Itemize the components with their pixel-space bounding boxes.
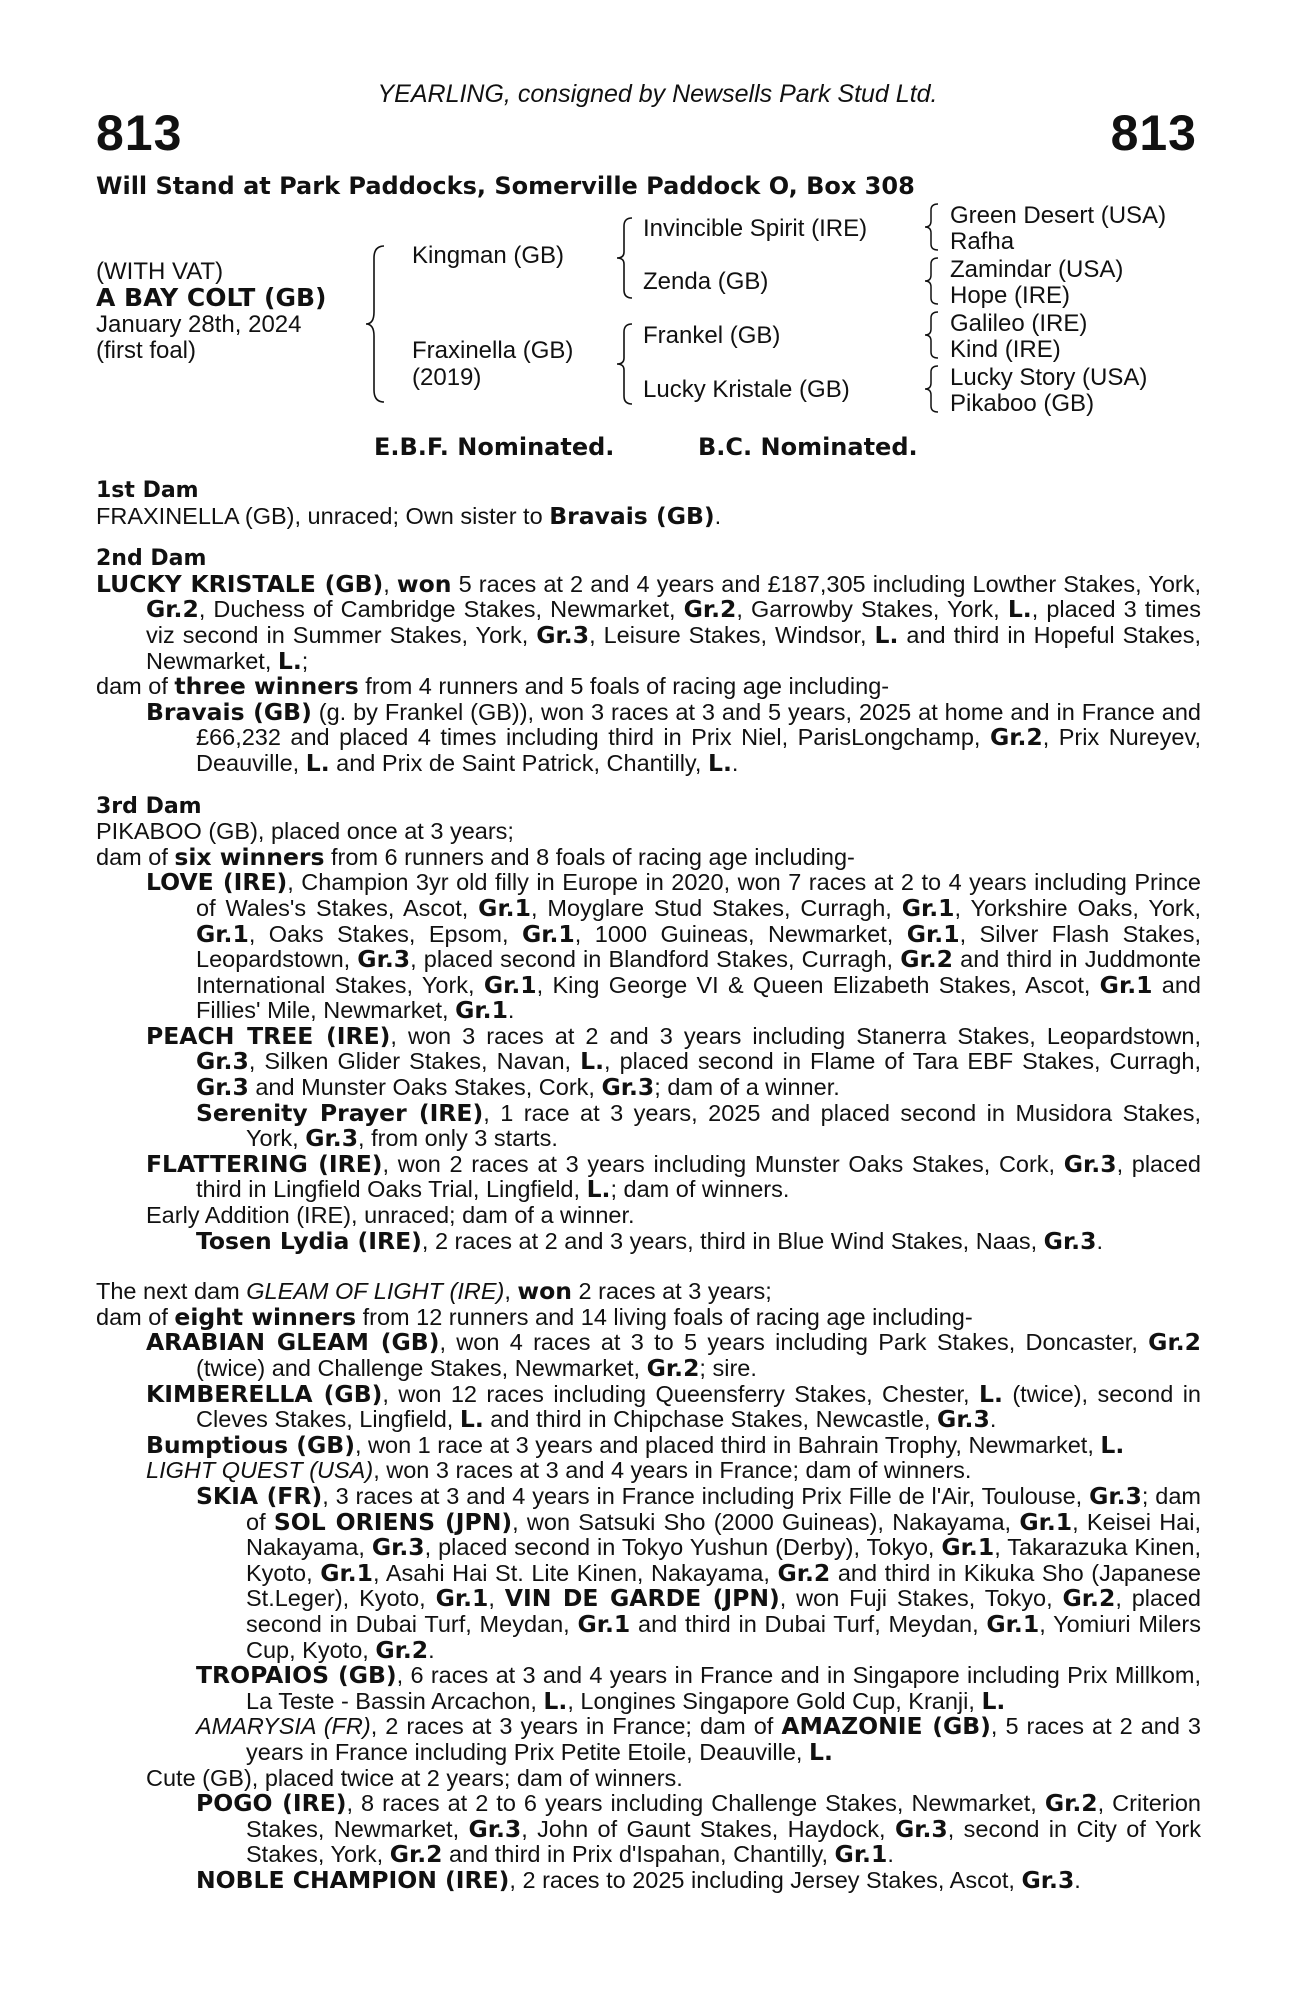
produce-kimberella: KIMBERELLA (GB), won 12 races including Queensferry Stakes, Chester, L. (twice), second in Cleves Stakes, Lingfield, L. and third in Chipchase Stakes, Newcastle, Gr.3. bbox=[146, 1379, 1201, 1434]
foal-note: (first foal) bbox=[96, 337, 197, 364]
pedigree-brace-sire bbox=[614, 216, 636, 300]
sire-sire: Invincible Spirit (IRE) bbox=[643, 215, 868, 242]
produce-love: LOVE (IRE), Champion 3yr old filly in Europe in 2020, won 7 races at 2 to 4 years including Prince of Wales's Stakes, Ascot, Gr.1, Moyglare Stud Stakes, Curragh, Gr.1, Yorkshire Oaks, York, Gr.1, Oaks Stakes, Epsom, Gr.1, 1000 Guineas, Newmarket, Gr.1, Silver Flash Stakes, Leopardstown, Gr.3, placed second in Blandford Stakes, Curragh, Gr.2 and third in Juddmonte International Stakes, York, Gr.1, King George VI & Queen Elizabeth Stakes, Ascot, Gr.1 and Fillies' Mile, Newmarket, Gr.1. bbox=[146, 868, 1202, 1025]
section-gap bbox=[96, 1254, 1201, 1279]
produce-skia: SKIA (FR), 3 races at 3 and 4 years in France including Prix Fille de l'Air, Toulouse, Gr.3; dam of SOL ORIENS (JPN), won Satsuki Sho (2000 Guineas), Nakayama, Gr.1, Keisei Hai, Nakayama, Gr.3, placed second in Tokyo Yushun (Derby), Tokyo, Gr.1, Takarazuka Kinen, Kyoto, Gr.1, Asahi Hai St. Lite Kinen, Nakayama, Gr.2 and third in Kikuka Sho (Japanese St.Leger), Kyoto, Gr.1, VIN DE GARDE (JPN), won Fuji Stakes, Tokyo, Gr.2, placed second in Dubai Turf, Meydan, Gr.1 and third in Dubai Turf, Meydan, Gr.1, Yomiuri Milers Cup, Kyoto, Gr.2. bbox=[196, 1481, 1202, 1664]
third-dam-produce-summary: dam of six winners from 6 runners and 8 foals of racing age including- bbox=[96, 842, 855, 871]
produce-record bbox=[96, 478, 1201, 1893]
third-dam-paragraph: PIKABOO (GB), placed once at 3 years; bbox=[96, 818, 514, 845]
produce-noble-champion: NOBLE CHAMPION (IRE), 2 races to 2025 including Jersey Stakes, Ascot, Gr.3. bbox=[196, 1865, 1081, 1894]
dam-year: (2019) bbox=[412, 364, 482, 391]
produce-light-quest: LIGHT QUEST (USA), won 3 races at 3 and 4 years in France; dam of winners. bbox=[146, 1457, 972, 1484]
dam-sire: Frankel (GB) bbox=[643, 322, 781, 349]
third-dam-heading: 3rd Dam bbox=[96, 793, 202, 819]
brace-g3 bbox=[922, 310, 942, 360]
produce-amarysia: AMARYSIA (FR), 2 races at 3 years in France; dam of AMAZONIE (GB), 5 races at 2 and 3 years in France including Prix Petite Etoile, Deauville, L. bbox=[196, 1712, 1201, 1766]
consignor-line: YEARLING, consigned by Newsells Park Stud Ltd. bbox=[377, 80, 938, 108]
bc-nominated: B.C. Nominated. bbox=[698, 433, 918, 461]
brace-g2 bbox=[922, 256, 942, 306]
next-dam-produce-summary: dam of eight winners from 12 runners and 14 living foals of racing age including- bbox=[96, 1302, 973, 1331]
first-dam-paragraph: FRAXINELLA (GB), unraced; Own sister to Bravais (GB). bbox=[96, 501, 722, 530]
granddam-line-1: Green Desert (USA) bbox=[950, 202, 1167, 229]
granddam-line-7: Lucky Story (USA) bbox=[950, 364, 1148, 391]
dam-dam: Lucky Kristale (GB) bbox=[643, 376, 850, 403]
first-dam-heading: 1st Dam bbox=[96, 478, 199, 503]
brace-g4 bbox=[922, 364, 942, 414]
sire-dam: Zenda (GB) bbox=[643, 268, 769, 295]
pedigree-brace-main bbox=[364, 244, 388, 404]
produce-cute: Cute (GB), placed twice at 2 years; dam of winners. bbox=[146, 1764, 683, 1791]
next-dam-paragraph: The next dam GLEAM OF LIGHT (IRE), won 2 races at 3 years; bbox=[96, 1277, 772, 1306]
produce-flattering: FLATTERING (IRE), won 2 races at 3 years including Munster Oaks Stakes, Cork, Gr.3, placed third in Lingfield Oaks Trial, Lingfield, L.; dam of winners. bbox=[146, 1149, 1201, 1204]
produce-bumptious: Bumptious (GB), won 1 race at 3 years and placed third in Bahrain Trophy, Newmarket, L. bbox=[146, 1430, 1125, 1459]
produce-pogo: POGO (IRE), 8 races at 2 to 6 years including Challenge Stakes, Newmarket, Gr.2, Criterion Stakes, Newmarket, Gr.3, John of Gaunt Stakes, Haydock, Gr.3, second in City of York Stakes, York, Gr.2 and third in Prix d'Ispahan, Chantilly, Gr.1. bbox=[196, 1789, 1201, 1869]
lot-number-right: 813 bbox=[1110, 105, 1197, 161]
produce-serenity-prayer: Serenity Prayer (IRE), 1 race at 3 years, 2025 and placed second in Musidora Stakes, York, Gr.3, from only 3 starts. bbox=[196, 1098, 1201, 1153]
produce-early-addition: Early Addition (IRE), unraced; dam of a winner. bbox=[146, 1202, 635, 1229]
second-dam-heading: 2nd Dam bbox=[96, 546, 207, 572]
ebf-nominated: E.B.F. Nominated. bbox=[374, 433, 615, 461]
granddam-line-6: Kind (IRE) bbox=[950, 336, 1061, 363]
vat-note: (WITH VAT) bbox=[96, 258, 224, 285]
lot-number-left: 813 bbox=[96, 105, 183, 161]
second-dam-paragraph: LUCKY KRISTALE (GB), won 5 races at 2 and 4 years and £187,305 including Lowther Stakes, York, Gr.2, Duchess of Cambridge Stakes, Newmarket, Gr.2, Garrowby Stakes, York, L., placed 3 times viz second in Summer Stakes, York, Gr.3, Leisure Stakes, Windsor, L. and third in Hopeful Stakes, Newmarket, L.; bbox=[96, 569, 1201, 675]
granddam-line-4: Hope (IRE) bbox=[950, 282, 1071, 309]
produce-peach-tree: PEACH TREE (IRE), won 3 races at 2 and 3 years including Stanerra Stakes, Leopardstown, Gr.3, Silken Glider Stakes, Navan, L., placed second in Flame of Tara EBF Stakes, Curragh, Gr.3 and Munster Oaks Stakes, Cork, Gr.3; dam of a winner. bbox=[146, 1021, 1201, 1102]
granddam-line-5: Galileo (IRE) bbox=[950, 310, 1088, 337]
dam-name: Fraxinella (GB) bbox=[412, 337, 574, 364]
stand-location: Will Stand at Park Paddocks, Somerville Paddock O, Box 308 bbox=[96, 172, 915, 200]
pedigree-brace-dam bbox=[614, 322, 636, 406]
granddam-line-8: Pikaboo (GB) bbox=[950, 390, 1095, 417]
sire-name: Kingman (GB) bbox=[412, 242, 565, 269]
granddam-line-2: Rafha bbox=[950, 228, 1015, 255]
second-dam-produce-summary: dam of three winners from 4 runners and 5 foals of racing age including- bbox=[96, 672, 890, 701]
produce-bravais: Bravais (GB) (g. by Frankel (GB)), won 3 races at 3 and 5 years, 2025 at home and in France and £66,232 and placed 4 times including third in Prix Niel, ParisLongchamp, Gr.2, Prix Nureyev, Deauville, L. and Prix de Saint Patrick, Chantilly, L.. bbox=[146, 697, 1201, 777]
foaling-date: January 28th, 2024 bbox=[96, 311, 302, 338]
granddam-line-3: Zamindar (USA) bbox=[950, 256, 1124, 283]
produce-arabian-gleam: ARABIAN GLEAM (GB), won 4 races at 3 to 5 years including Park Stakes, Doncaster, Gr.2 (twice) and Challenge Stakes, Newmarket, Gr.2; sire. bbox=[146, 1328, 1201, 1382]
produce-tropaios: TROPAIOS (GB), 6 races at 3 and 4 years in France and in Singapore including Prix Millkom, La Teste - Bassin Arcachon, L., Longines Singapore Gold Cup, Kranji, L. bbox=[196, 1661, 1201, 1715]
produce-tosen-lydia: Tosen Lydia (IRE), 2 races at 2 and 3 years, third in Blue Wind Stakes, Naas, Gr.3. bbox=[196, 1226, 1103, 1255]
horse-name: A BAY COLT (GB) bbox=[96, 283, 327, 312]
brace-g1 bbox=[922, 202, 942, 252]
